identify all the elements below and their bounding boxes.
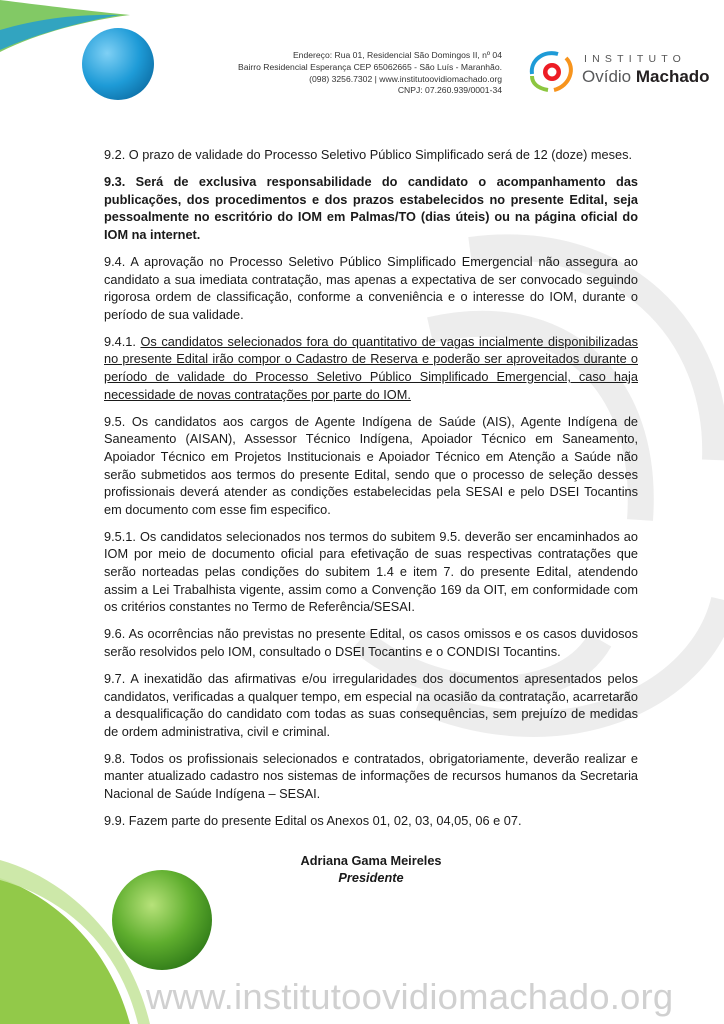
institute-logo bbox=[526, 44, 718, 100]
paragraph-9-7: 9.7. A inexatidão das afirmativas e/ou irregularidades dos documentos apresentados pelos candidatos, verificadas a qualquer tempo, em especial na ocasião da contratação, acarretarão a desqualificação do candidato com todas as suas consequências, sem prejuízo de medidas de ordem administrativa, civil e criminal. bbox=[104, 670, 638, 739]
address-line: (098) 3256.7302 | www.institutoovidiomachado.org bbox=[309, 73, 502, 84]
logo-name-second: Machado bbox=[635, 67, 710, 86]
paragraph-9-5: 9.5. Os candidatos aos cargos de Agente Indígena de Saúde (AIS), Agente Indígena de Saneamento (AISAN), Assessor Técnico Indígena, Apoiador Técnico em Saneamento, Apoiador Técnico em Projetos Institucionais e Apoiador Técnico em Atenção a Saúde não serão submetidos aos termos do presente Edital, sendo que o processo de seleção desses profissionais deverá atender as condições estabelecidas pela SESAI e pelo DSEI Tocantins em documento com esse fim especifico. bbox=[104, 413, 638, 517]
document-body bbox=[104, 146, 638, 887]
signatory-name: Adriana Gama Meireles bbox=[300, 852, 442, 868]
paragraph-9-4-1 bbox=[104, 333, 638, 403]
address-line: Bairro Residencial Esperança CEP 65062665 - São Luís - Maranhão. bbox=[237, 61, 502, 72]
footer-website: www.institutoovidiomachado.org bbox=[146, 976, 674, 1017]
paragraph-prefix: 9.4.1. bbox=[104, 333, 141, 349]
header-address bbox=[162, 50, 502, 97]
signatory-role: Presidente bbox=[338, 870, 404, 886]
paragraph-9-3: 9.3. Será de exclusiva responsabilidade do candidato o acompanhamento das publicações, dos procedimentos e dos prazos estabelecidos no presente Edital, seja pessoalmente no escritório do IOM em Palmas/TO (dias úteis) ou na página oficial do IOM na internet. bbox=[104, 174, 638, 242]
ovidio-machado-swirl-icon bbox=[526, 46, 576, 96]
logo-institute-text: INSTITUTO bbox=[584, 53, 687, 65]
paragraph-9-4: 9.4. A aprovação no Processo Seletivo Público Simplificado Emergencial não assegura ao candidato a sua imediata contratação, mas apenas a expectativa de ser convocado seguindo rigorosa ordem de classificação, conforme a conveniência e o interesse do IOM, durante o período de sua validade. bbox=[104, 253, 638, 322]
signature-block bbox=[104, 852, 638, 887]
paragraph-9-2: 9.2. O prazo de validade do Processo Seletivo Público Simplificado será de 12 (doze) meses. bbox=[104, 147, 632, 162]
logo-name-first: Ovídio bbox=[582, 67, 632, 86]
underlined-text: Os candidatos selecionados fora do quantitativo de vagas incialmente disponibilizadas no presente Edital irão compor o Cadastro de Reserva e poderão ser aproveitados durante o período de validade do Processo Seletivo Público Simplificado Emergencial, caso haja necessidade de novas contratações por parte do IOM. bbox=[104, 333, 638, 402]
logo-name bbox=[582, 67, 710, 87]
address-line: CNPJ: 07.260.939/0001-34 bbox=[397, 85, 502, 96]
blue-sphere bbox=[82, 28, 154, 100]
paragraph-9-5-1: 9.5.1. Os candidatos selecionados nos termos do subitem 9.5. deverão ser encaminhados ao IOM por meio de documento oficial para efetivação de suas respectivas contratações que serão norteadas pelas condições do subitem 1.4 e item 7. do presente Edital, atendendo assim a Lei Trabalhista vigente, assim como a Convenção 169 da OIT, em conformidade com os critérios constantes no Termo de Referência/SESAI. bbox=[104, 528, 638, 615]
paragraph-9-6: 9.6. As ocorrências não previstas no presente Edital, os casos omissos e os casos duvidosos serão resolvidos pelo IOM, consultado o DSEI Tocantins e o CONDISI Tocantins. bbox=[104, 626, 638, 659]
paragraph-9-8: 9.8. Todos os profissionais selecionados e contratados, obrigatoriamente, deverão realizar e manter atualizado cadastro nos sistemas de informações de recursos humanos da Secretaria Nacional de Saúde Indígena – SESAI. bbox=[104, 750, 638, 801]
address-line: Endereço: Rua 01, Residencial São Domingos II, nº 04 bbox=[292, 50, 502, 60]
paragraph-9-9: 9.9. Fazem parte do presente Edital os Anexos 01, 02, 03, 04,05, 06 e 07. bbox=[104, 813, 522, 829]
